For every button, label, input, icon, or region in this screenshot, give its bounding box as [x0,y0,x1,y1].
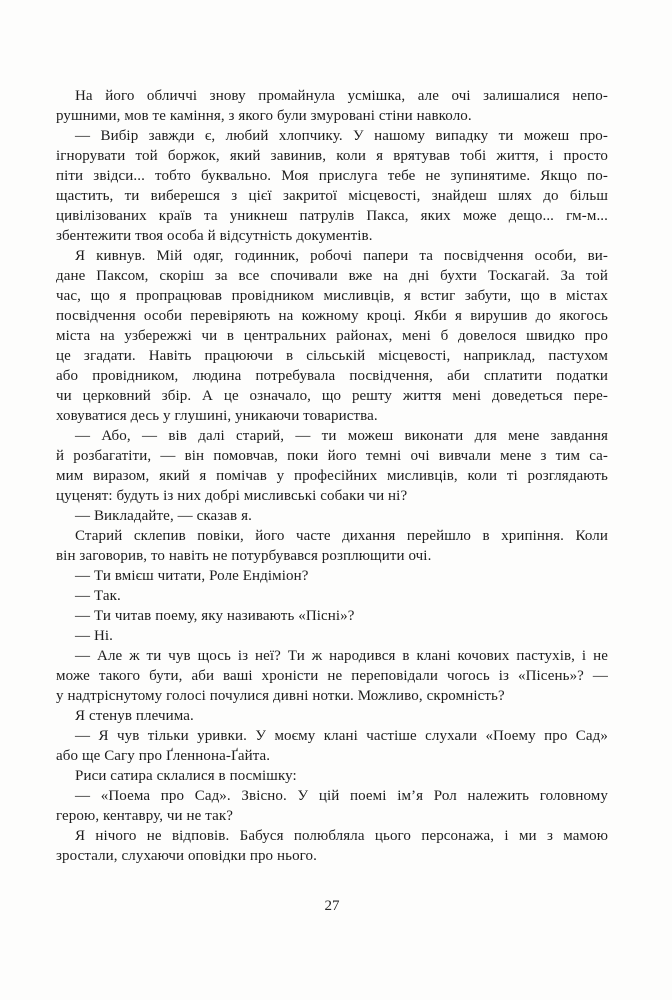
text-line: герою, кентавру, чи не так? [56,808,233,824]
text-line: рушними, мов те каміння, з якого були змуровані стіни навколо. [56,108,472,124]
text-line: щастить, ти виберешся з цієї закритої місцевості, знайдеш шлях до більш [56,188,608,204]
text-line: зростали, слухаючи оповідки про нього. [56,848,318,864]
text-line: — Я чув тільки уривки. У моєму клані частіше слухали «Поему про Сад» [75,728,608,744]
text-line: — «Поема про Сад». Звісно. У цій поемі ім’я Рол належить головному [75,788,608,804]
text-line: міста на узбережжі чи в центральних районах, мені б довелося швидко про [56,328,608,344]
paragraph [56,706,608,726]
text-line: піти звідси... тобто буквально. Моя прислуга тебе не зупинятиме. Якщо по- [56,168,608,184]
paragraph [56,246,608,426]
text-line: або ще Сагу про Ґленнона-Ґайта. [56,748,271,764]
paragraph [56,126,608,246]
paragraph [56,566,608,586]
text-line: — Вибір завжди є, любий хлопчику. У нашому випадку ти можеш про- [75,128,608,144]
text-line: ігнорувати той боржок, який завинив, коли я врятував тобі життя, і просто [56,148,608,164]
text-line: Старий склепив повіки, його часте дихання перейшло в хрипіння. Коли [75,528,608,544]
paragraph [56,626,608,646]
paragraph [56,726,608,766]
paragraph [56,646,608,706]
text-line: час, що я пропрацював провідником мисливців, я встиг забути, що в містах [56,288,608,304]
text-line: На його обличчі знову промайнула усмішка, але очі залишалися непо- [75,88,608,104]
paragraph [56,606,608,626]
text-line: — Викладайте, — сказав я. [75,508,252,524]
text-line: — Так. [75,588,121,604]
paragraph [56,526,608,566]
text-block [56,86,608,866]
text-line: — Ти вмієш читати, Роле Ендіміон? [75,568,309,584]
text-line: або провідником, людина потребувала посвідчення, аби сплатити податки [56,368,608,384]
text-line: збентежити твоя особа й відсутність документів. [56,228,373,244]
text-line: цивілізованих країв та уникнеш патрулів Пакса, яких може дещо... гм-м... [56,208,608,224]
text-line: у надтріснутому голосі почулися дивні нотки. Можливо, скромність? [56,688,505,704]
text-line: Риси сатира склалися в посмішку: [75,768,297,784]
text-line: ховуватися десь у глушині, уникаючи товариства. [56,408,378,424]
text-line: він заговорив, то навіть не потурбувався розплющити очі. [56,548,432,564]
paragraph [56,506,608,526]
text-line: Я кивнув. Мій одяг, годинник, робочі папери та посвідчення особи, ви- [75,248,608,264]
text-line: це згадати. Навіть працюючи в сільській місцевості, наприклад, пастухом [56,348,608,364]
text-line: може такого бути, аби ваші хроністи не переповідали чогось із «Пісень»? — [56,668,608,684]
paragraph [56,786,608,826]
paragraph [56,766,608,786]
text-line: й розбагатіти, — він помовчав, поки його темні очі вивчали мене з тим са- [56,448,608,464]
page-number: 27 [324,898,340,914]
paragraph [56,426,608,506]
text-line: — Ти читав поему, яку називають «Пісні»? [75,608,355,624]
text-line: — Або, — вів далі старий, — ти можеш виконати для мене завдання [75,428,608,444]
text-line: — Але ж ти чув щось із неї? Ти ж народився в клані кочових пастухів, і не [75,648,608,664]
paragraph [56,86,608,126]
text-line: посвідчення особи перевіряють на кожному кроці. Якби я вирушив до якогось [56,308,608,324]
text-line: Я нічого не відповів. Бабуся полюбляла цього персонажа, і ми з мамою [75,828,608,844]
paragraph [56,586,608,606]
text-line: Я стенув плечима. [75,708,194,724]
text-line: чи церковний збір. А це означало, що решту життя мені доведеться пере- [56,388,608,404]
text-line: — Ні. [75,628,113,644]
text-line: мим виразом, який я помічав у професійних мисливців, коли ті розглядають [56,468,608,484]
paragraph [56,826,608,866]
text-line: цуценят: будуть із них добрі мисливські собаки чи ні? [56,488,408,504]
text-line: дане Паксом, скоріш за все спочивали вже на дні бухти Тоскагай. За той [56,268,608,284]
